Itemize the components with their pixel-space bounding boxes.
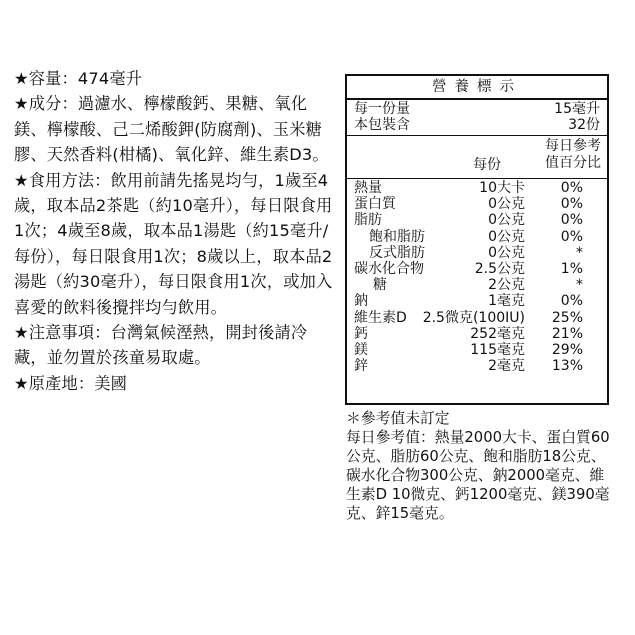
nutrient-daily-value: 0% (560, 293, 583, 310)
caution-text: ★注意事項：台灣氣候溼熱，開封後請冷藏，並勿置於孩童易取處。 (14, 323, 308, 368)
nutrient-amount: 115毫克 (470, 341, 525, 358)
capacity-text: ★容量：474毫升 (14, 69, 143, 88)
nutrient-amount: 0公克 (488, 228, 525, 245)
nutrient-row (347, 358, 607, 374)
nutrient-amount: 1毫克 (488, 293, 525, 310)
nutrient-name: 鈣 (354, 325, 368, 342)
nutrient-row (347, 293, 607, 309)
nutrient-row (347, 342, 607, 358)
nutrient-amount: 2.5微克(100IU) (422, 309, 525, 326)
product-info (14, 66, 340, 396)
nutrient-row (347, 277, 607, 293)
nutrient-amount: 0公克 (488, 212, 525, 229)
nutrient-row (347, 196, 607, 212)
ingredients-text: ★成分：過濾水、檸檬酸鈣、果糖、氧化鎂、檸檬酸、己二烯酸鉀(防腐劑)、玉米糖膠、天然香料(柑橘)、氧化鋅、維生素D3。 (14, 94, 329, 165)
servings-per-package-label: 本包裝含 (354, 117, 410, 133)
nutrient-row (347, 326, 607, 342)
nutrient-daily-value: 25% (551, 309, 583, 326)
nutrient-row (347, 245, 607, 261)
nutrient-daily-value: 0% (560, 212, 583, 229)
nutrient-daily-value: 29% (551, 341, 583, 358)
nutrient-amount: 10大卡 (479, 180, 525, 196)
nutrient-amount: 0公克 (488, 244, 525, 261)
nutrient-name: 鋅 (354, 358, 368, 375)
nutrient-daily-value: 13% (551, 358, 583, 375)
nutrient-amount: 252毫克 (470, 325, 525, 342)
serving-size-value: 15毫升 (554, 101, 600, 117)
nutrient-name: 維生素D (354, 309, 407, 326)
nutrient-amount: 2公克 (488, 277, 525, 294)
reference-notes (346, 409, 616, 523)
serving-size-label: 每一份量 (354, 101, 410, 117)
nutrient-daily-value: 0% (560, 228, 583, 245)
nutrition-facts-panel (345, 74, 609, 405)
nutrient-daily-value: 0% (560, 196, 583, 213)
nutrient-daily-value: 21% (551, 325, 583, 342)
nutrient-amount: 2毫克 (488, 358, 525, 375)
nutrient-row (347, 212, 607, 228)
nutrient-list (347, 179, 607, 374)
reference-not-set-note: ＊參考值未訂定 (346, 410, 450, 427)
daily-value-header-line1: 每日參考 (545, 138, 601, 154)
nutrient-daily-value: 1% (560, 260, 583, 277)
nutrient-name: 蛋白質 (354, 196, 396, 213)
nutrient-name: 糖 (373, 277, 387, 294)
per-serving-header: 每份 (473, 157, 501, 173)
nutrient-row (347, 229, 607, 245)
nutrient-daily-value: * (576, 277, 583, 294)
nutrient-name: 鈉 (354, 293, 368, 310)
nutrient-name: 熱量 (354, 180, 382, 196)
nutrition-title: 營養標示 (347, 76, 607, 100)
nutrition-column-header (347, 136, 607, 179)
nutrient-row (347, 180, 607, 196)
daily-reference-values-note: 每日參考值：熱量2000大卡、蛋白質60公克、脂肪60公克、飽和脂肪18公克、碳水化合物300公克、鈉2000毫克、維生素D 10微克、鈣1200毫克、鎂390毫克、鋅15毫克。 (346, 429, 610, 522)
nutrient-row (347, 310, 607, 326)
origin-text: ★原產地：美國 (14, 373, 128, 393)
nutrient-daily-value: * (576, 244, 583, 261)
nutrient-amount: 2.5公克 (474, 260, 525, 277)
nutrient-name: 反式脂肪 (369, 244, 425, 261)
nutrient-daily-value: 0% (560, 180, 583, 196)
nutrient-amount: 0公克 (488, 196, 525, 213)
usage-text: ★食用方法：飲用前請先搖晃均勻，1歲至4歲，取本品2茶匙（約10毫升），每日限食用1次；4歲至8歲，取本品1湯匙（約15毫升/每份），每日限食用1次；8歲以上，取本品2湯匙（約30毫升），每日限食用1次，或加入喜愛的飲料後攪拌均勻飲用。 (14, 170, 333, 317)
nutrient-name: 飽和脂肪 (369, 228, 425, 245)
servings-per-package-value: 32份 (568, 117, 600, 133)
nutrient-name: 鎂 (354, 341, 368, 358)
nutrient-name: 碳水化合物 (354, 260, 424, 277)
nutrient-row (347, 261, 607, 277)
nutrient-name: 脂肪 (354, 212, 382, 229)
serving-info (347, 100, 607, 136)
daily-value-header-line2: 值百分比 (545, 155, 601, 171)
